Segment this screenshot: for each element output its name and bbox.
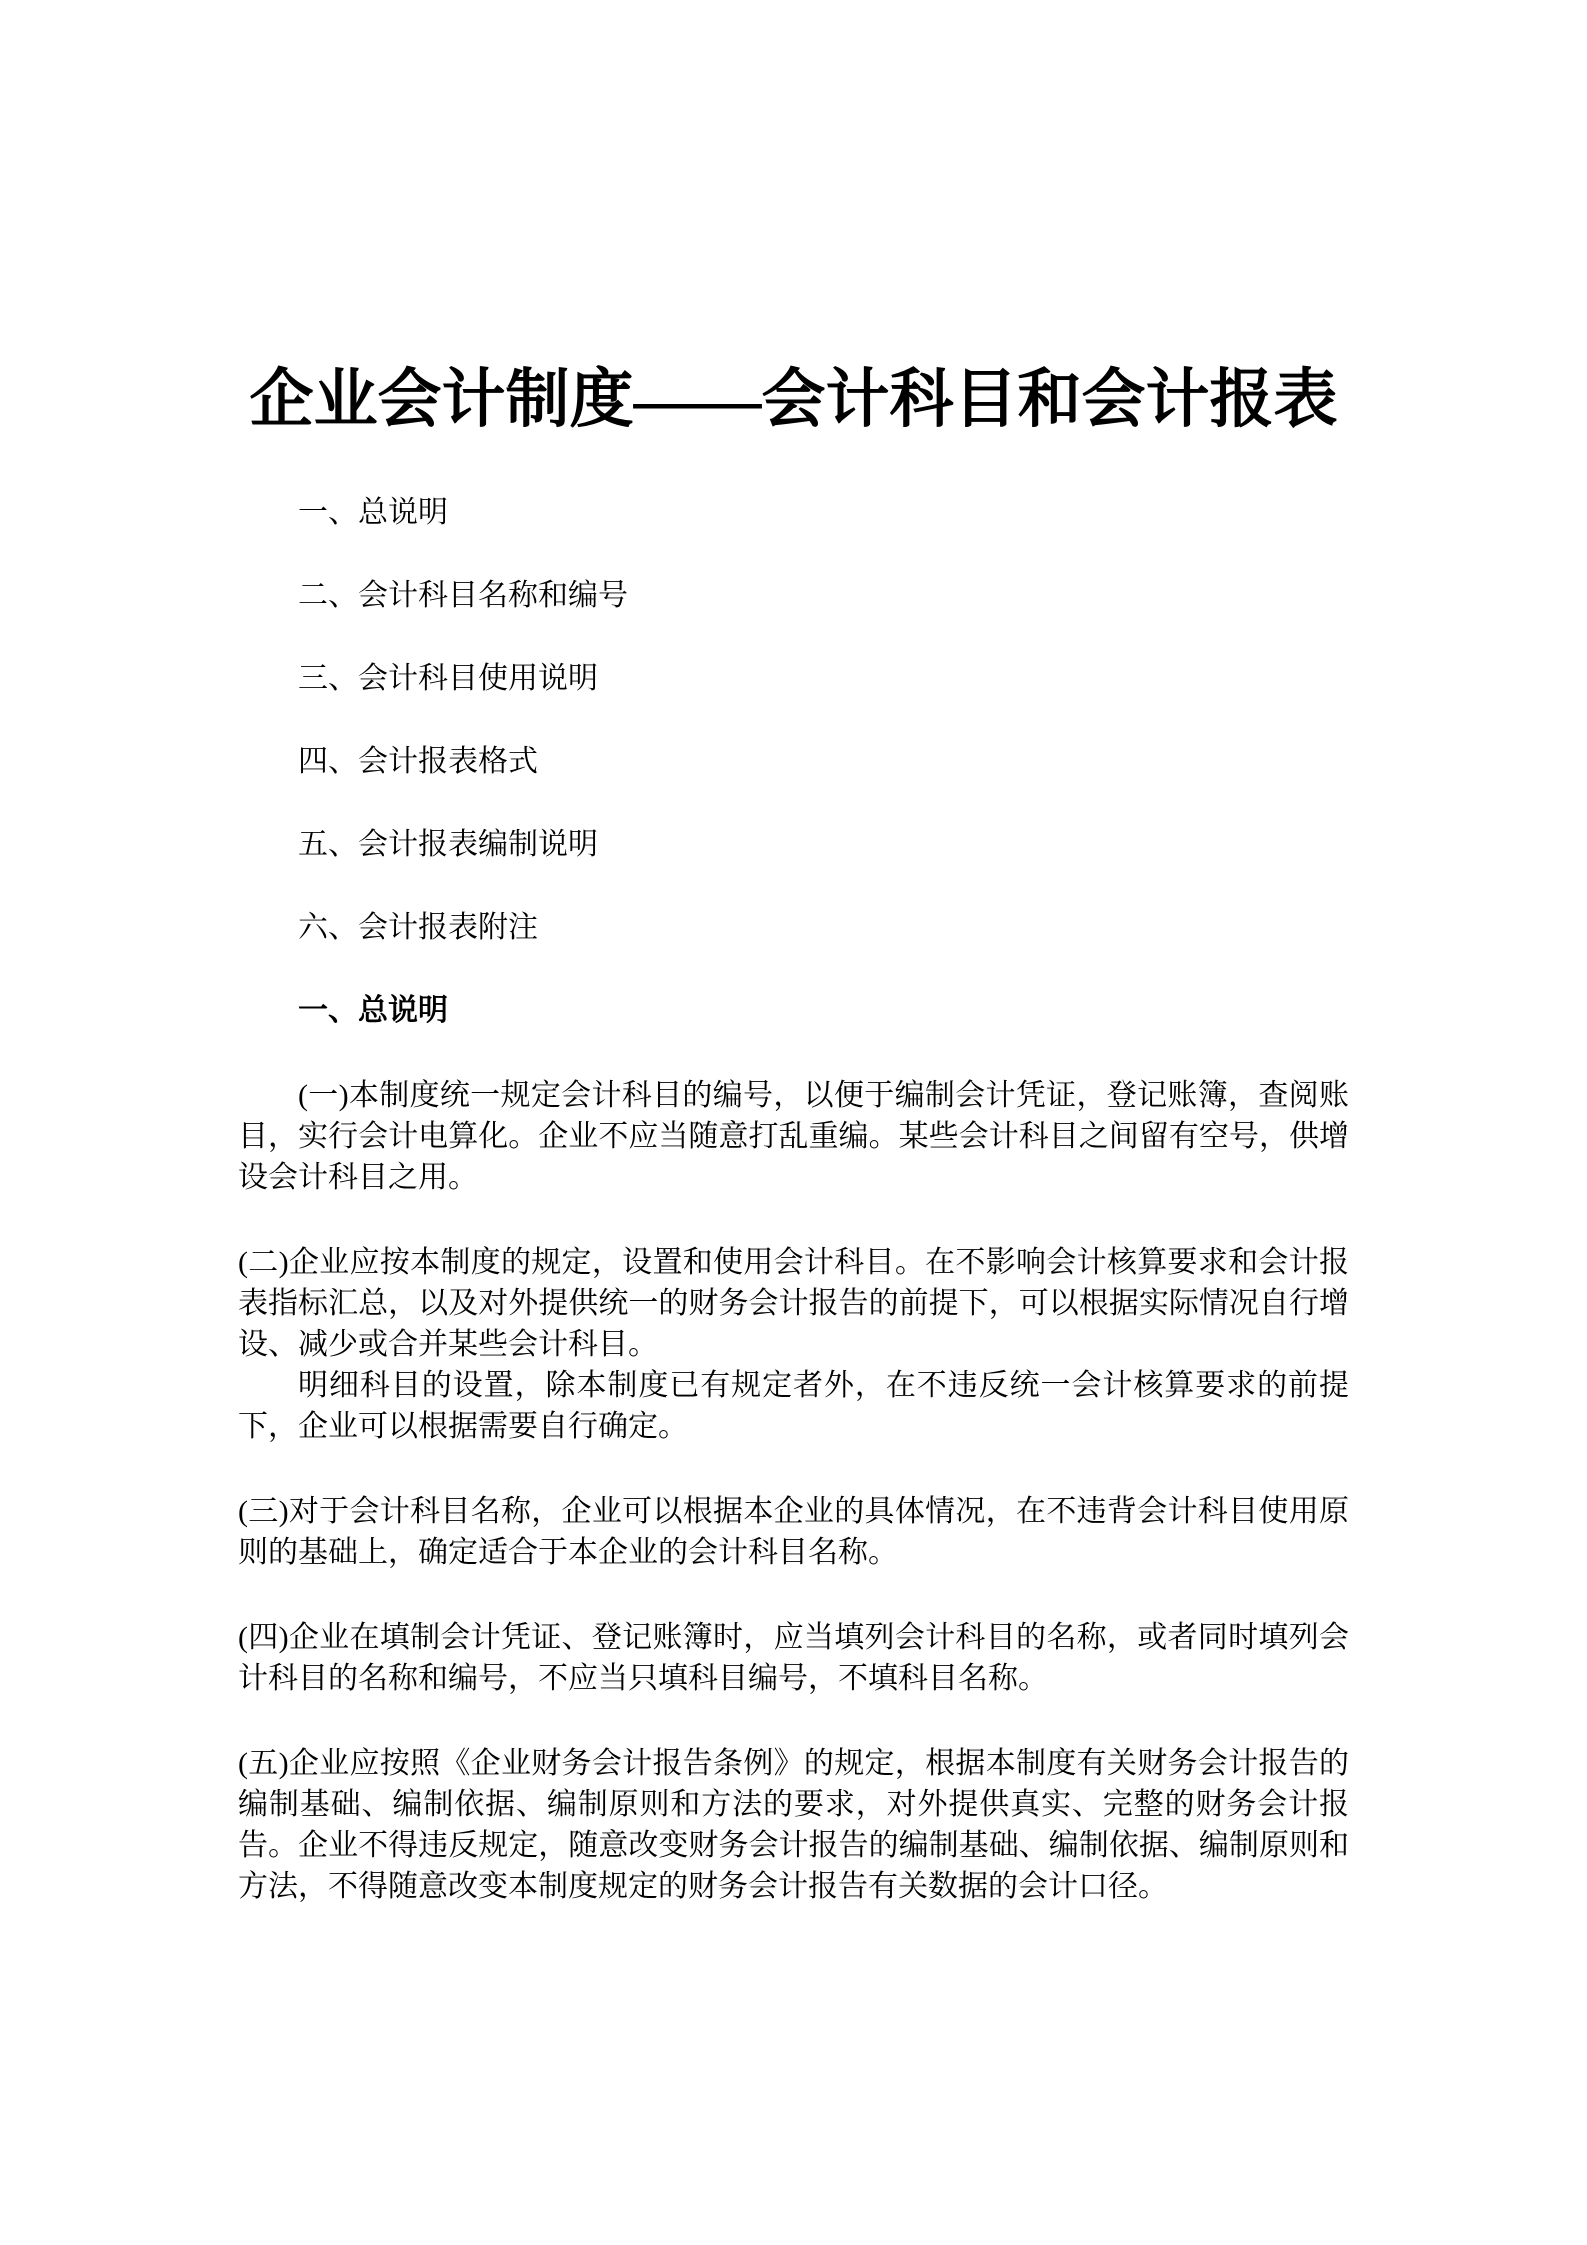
paragraph-5: (五)企业应按照《企业财务会计报告条例》的规定，根据本制度有关财务会计报告的编制基础、编制依据、编制原则和方法的要求，对外提供真实、完整的财务会计报告。企业不得违反规定，随意改变财务会计报告的编制基础、编制依据、编制原则和方法，不得随意改变本制度规定的财务会计报告有关数据的会计口径。 [238, 1747, 1349, 1903]
toc-item-2: 二、会计科目名称和编号 [298, 579, 628, 612]
paragraph-2-sub: 明细科目的设置，除本制度已有规定者外，在不违反统一会计核算要求的前提下，企业可以根据需要自行确定。 [238, 1369, 1349, 1443]
document-title: 企业会计制度——会计科目和会计报表 [249, 364, 1338, 435]
paragraph-4: (四)企业在填制会计凭证、登记账簿时，应当填列会计科目的名称，或者同时填列会计科目的名称和编号，不应当只填科目编号，不填科目名称。 [238, 1621, 1349, 1695]
section-heading-general-notes: 一、总说明 [298, 994, 448, 1027]
paragraph-2: (二)企业应按本制度的规定，设置和使用会计科目。在不影响会计核算要求和会计报表指标汇总，以及对外提供统一的财务会计报告的前提下，可以根据实际情况自行增设、减少或合并某些会计科目。 [238, 1246, 1349, 1361]
paragraph-3: (三)对于会计科目名称，企业可以根据本企业的具体情况，在不违背会计科目使用原则的基础上，确定适合于本企业的会计科目名称。 [238, 1495, 1349, 1569]
toc-item-5: 五、会计报表编制说明 [298, 828, 598, 861]
document-content [238, 362, 1349, 1951]
toc-item-6: 六、会计报表附注 [298, 911, 538, 944]
toc-item-4: 四、会计报表格式 [298, 745, 538, 778]
toc-item-3: 三、会计科目使用说明 [298, 662, 598, 695]
table-of-contents [238, 492, 1349, 948]
toc-item-1: 一、总说明 [298, 496, 448, 529]
paragraph-1: (一)本制度统一规定会计科目的编号，以便于编制会计凭证，登记账簿，查阅账目，实行会计电算化。企业不应当随意打乱重编。某些会计科目之间留有空号，供增设会计科目之用。 [238, 1079, 1349, 1194]
